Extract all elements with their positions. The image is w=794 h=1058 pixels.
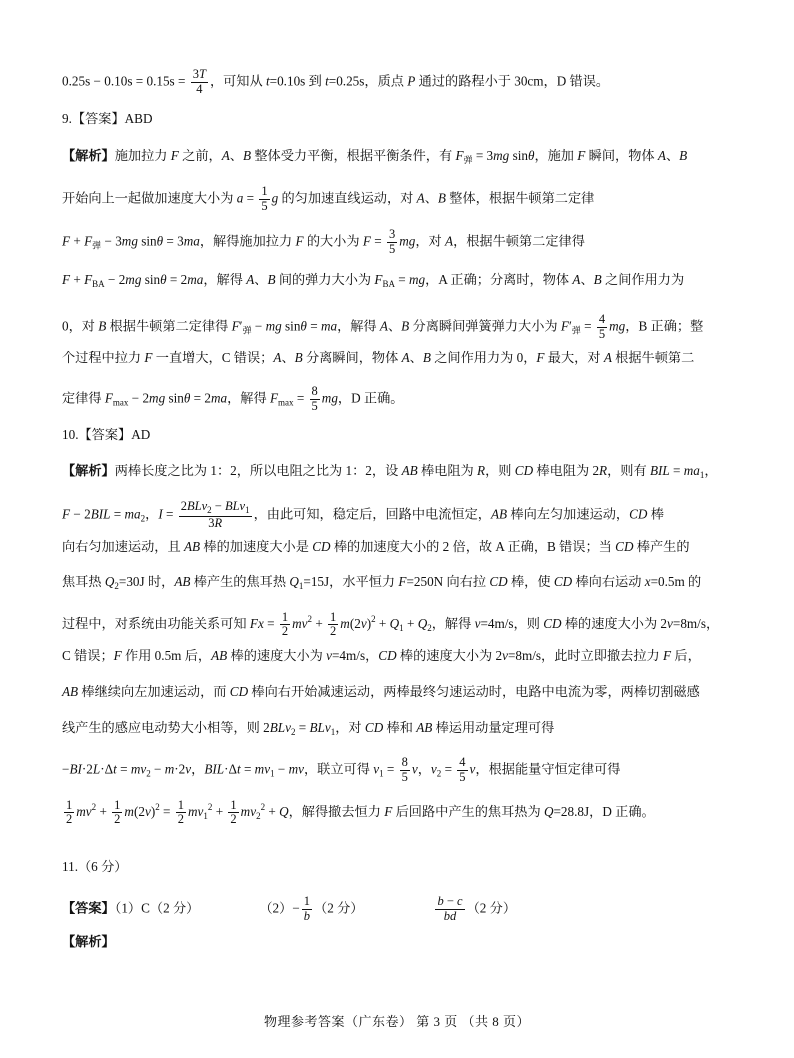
text-line: $F + F_{BA} - 2mg$ sinθ = 2ma，解得 A、B 间的弹力大小为 $F_{BA}$ = mg，A 正确；分离时，物体 A、B 之间作用力为	[62, 272, 685, 289]
text-line: 【解析】施加拉力 F 之前，A、B 整体受力平衡，根据平衡条件，有 $F_弹 = 3mg$ sinθ，施加 F 瞬间，物体 A、B	[62, 148, 688, 165]
text-line: 0.25s − 0.10s = 0.15s = $\frac{3T}{4}$ ，可知从 t=0.10s 到 t=0.25s，质点 P 通过的路程小于 30cm，D 错误。	[62, 67, 610, 96]
text-line: C 错误；F 作用 0.5m 后，AB 棒的速度大小为 v=4m/s，CD 棒的速度大小为 2v=8m/s，此时立即撤去拉力 F 后，	[62, 648, 701, 663]
text-line: 0，对 B 根据牛顿第二定律得 $F'_弹$ − mg sinθ = ma，解得 A、B 分离瞬间弹簧弹力大小为 $F'_弹$ = $\frac{4}{5}$ mg，B 正确；整	[62, 312, 704, 341]
text-line: $F - 2BIL = ma_2$，I = $\frac{2BLv_2 - BLv_1}{3R}$ ，由此可知，稳定后，回路中电流恒定，AB 棒向左匀加速运动，CD 棒	[62, 499, 664, 530]
text-line: 线产生的感应电动势大小相等，则 2BLv$_2$ = BLv$_1$，对 CD 棒和 AB 棒运用动量定理可得	[62, 720, 555, 737]
text-line: 定律得 $F_{max} - 2mg$ sinθ = 2ma，解得 $F_{max}$ = $\frac{8}{5}$ mg，D 正确。	[62, 384, 404, 413]
text-line: 【解析】两棒长度之比为 1：2，所以电阻之比为 1：2，设 AB 棒电阻为 R，则 CD 棒电阻为 2R，则有 BIL = $ma_1$，	[62, 463, 718, 480]
text-line: 向右匀加速运动，且 AB 棒的加速度大小是 CD 棒的加速度大小的 2 倍，故 A 正确，B 错误；当 CD 棒产生的	[62, 539, 690, 554]
text-line: $\frac{1}{2}$ $mv^2$ + $\frac{1}{2}$ $m(2v)^2$ = $\frac{1}{2}$ $mv_1^2$ + $\frac{1}{2}$ $mv_2^2 + Q$，解得撤去恒力 F 后回路中产生的焦耳热为 Q=28.8J，D 正确。	[66, 797, 655, 827]
text-line: 焦耳热 $Q_2=30J$ 时，AB 棒产生的焦耳热 $Q_1=15J$，水平恒力 F=250N 向右拉 CD 棒，使 CD 棒向右运动 x=0.5m 的	[62, 574, 702, 591]
text-line: 【解析】	[62, 934, 115, 949]
text-line: 过程中，对系统由功能关系可知 Fx = $\frac{1}{2}$ $mv^2$ + $\frac{1}{2}$ $m(2v)^2 + Q_1 + Q_2$，解得 v=4m/s，则 CD 棒的速度大小为 2v=8m/s，	[62, 609, 720, 639]
text-line: 【答案】（1）C（2 分） （2）− $\frac{1}{b}$ （2 分） $\frac{b - c}{bd}$ （2 分）	[62, 894, 517, 923]
answer-heading-10: 10.【答案】AD	[62, 427, 151, 442]
answer-heading-11: 11.（6 分）	[62, 859, 128, 874]
answer-heading-9: 9.【答案】ABD	[62, 111, 153, 126]
text-line: 个过程中拉力 F 一直增大，C 错误；A、B 分离瞬间，物体 A、B 之间作用力为 0，F 最大，对 A 根据牛顿第二	[62, 350, 695, 365]
text-line: $F + F_弹 - 3mg$ sinθ = 3ma，解得施加拉力 F 的大小为 F = $\frac{3}{5}$ mg，对 A，根据牛顿第二定律得	[62, 227, 585, 256]
text-line: $-BI\cdot 2L\cdot\Delta t = mv_2 - m\cdot 2v$，$BIL\cdot\Delta t = mv_1$ − mv，联立可得 $v_1$ = $\frac{8}{5}$ v，$v_2$ = $\frac{4}{5}$ v，根据能量守恒定律可得	[62, 755, 621, 784]
text-line: AB 棒继续向左加速运动，而 CD 棒向右开始减速运动，两棒最终匀速运动时，电路中电流为零，两棒切割磁感	[62, 684, 700, 699]
page-footer: 物理参考答案（广东卷） 第 3 页 （共 8 页）	[263, 1014, 530, 1029]
text-line: 开始向上一起做加速度大小为 a = $\frac{1}{5}$ g 的匀加速直线运动，对 A、B 整体，根据牛顿第二定律	[62, 184, 595, 213]
